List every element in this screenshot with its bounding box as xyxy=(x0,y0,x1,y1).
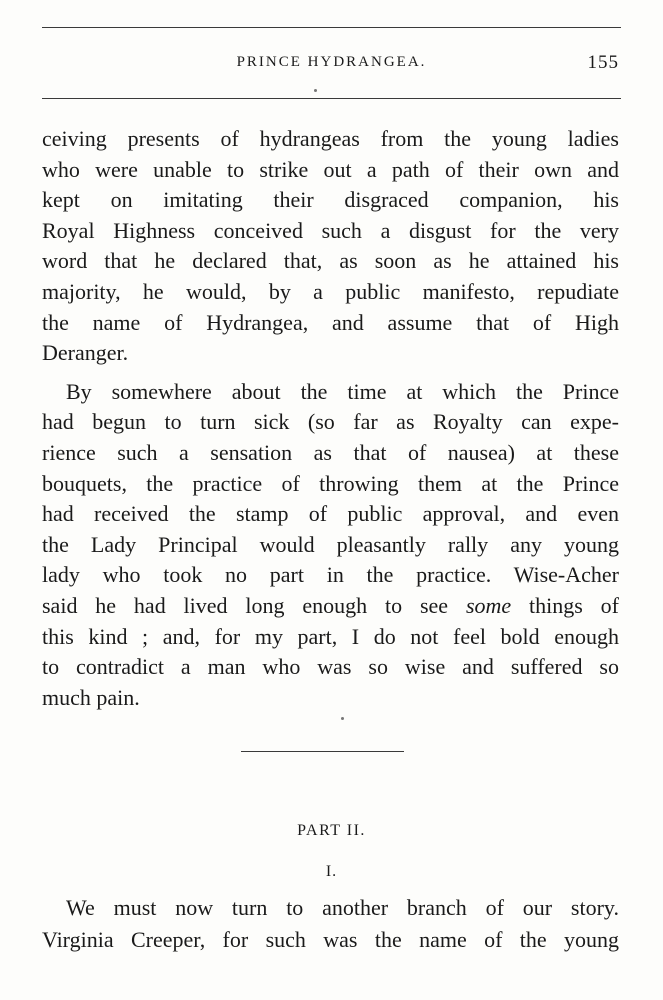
text-run: said he had lived long enough to see xyxy=(42,592,466,618)
text-line-with-emphasis xyxy=(42,591,619,622)
text-line: had begun to turn sick (so far as Royalty can expe- xyxy=(42,409,619,435)
text-line: bouquets, the practice of throwing them at the Prince xyxy=(42,470,619,496)
section-divider xyxy=(241,751,404,752)
main-text xyxy=(42,124,619,713)
text-line: By somewhere about the time at which the Prince xyxy=(66,378,619,404)
text-line: kept on imitating their disgraced companion, his xyxy=(42,187,619,213)
paragraph-1 xyxy=(42,124,619,369)
text-line: the Lady Principal would pleasantly rally any young xyxy=(42,531,619,557)
text-line: this kind ; and, for my part, I do not feel bold enough xyxy=(42,623,619,649)
text-line: Virginia Creeper, for such was the name of the young xyxy=(42,927,619,952)
text-line: to contradict a man who was so wise and suffered so xyxy=(42,654,619,680)
text-line: who were unable to strike out a path of their own and xyxy=(42,156,619,182)
running-title: PRINCE HYDRANGEA. xyxy=(236,54,427,70)
text-line: word that he declared that, as soon as he attained his xyxy=(42,248,619,274)
page-number: 155 xyxy=(587,52,619,73)
running-head xyxy=(42,52,621,78)
header-bottom-rule xyxy=(42,98,621,99)
paragraph-2 xyxy=(42,377,619,714)
text-line: Deranger. xyxy=(42,340,129,366)
text-run: things of xyxy=(511,592,619,618)
text-line: much pain. xyxy=(42,684,140,710)
header-top-rule xyxy=(42,27,621,28)
text-line: We must now turn to another branch of our story. xyxy=(66,895,619,920)
text-line: Royal Highness conceived such a disgust for the very xyxy=(42,217,619,243)
paragraph-gap xyxy=(42,369,619,377)
text-line: the name of Hydrangea, and assume that of High xyxy=(42,309,619,335)
text-line: rience such a sensation as that of nausea) at these xyxy=(42,439,619,465)
part-heading: PART II. xyxy=(297,822,366,839)
print-speck xyxy=(341,717,344,720)
chapter-heading: I. xyxy=(325,863,338,880)
text-line: had received the stamp of public approval, and even xyxy=(42,501,619,527)
paragraph-3 xyxy=(42,892,619,956)
text-line: ceiving presents of hydrangeas from the young ladies xyxy=(42,126,619,151)
text-line: majority, he would, by a public manifesto, repudiate xyxy=(42,278,619,304)
print-speck xyxy=(314,89,317,92)
emphasized-word: some xyxy=(465,592,512,618)
text-line: lady who took no part in the practice. Wise-Acher xyxy=(42,562,619,588)
